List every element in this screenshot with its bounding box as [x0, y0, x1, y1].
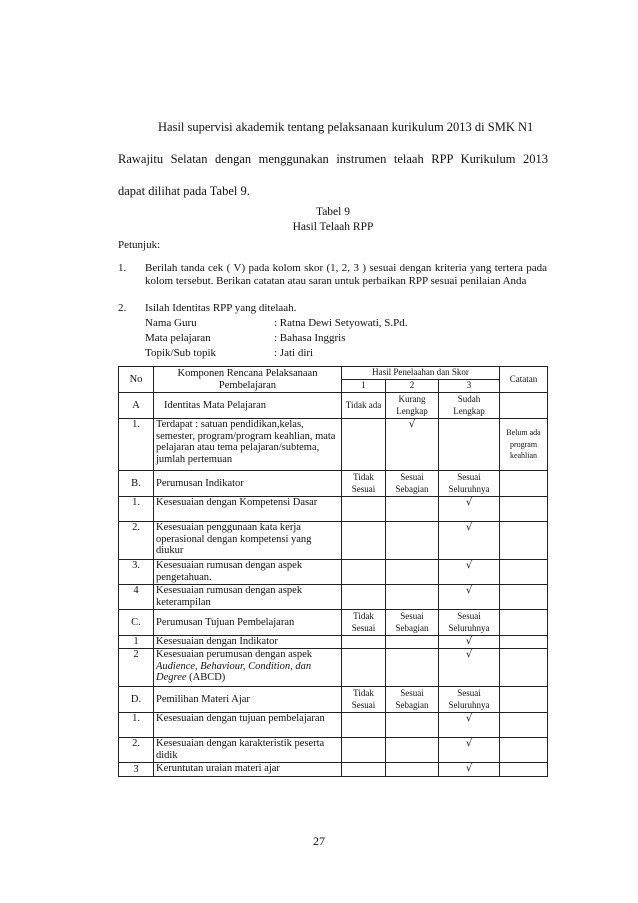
row-number: 4	[119, 585, 154, 610]
header-notes: Catatan	[500, 367, 548, 393]
score-label-1: Tidak Sesuai	[342, 687, 386, 713]
score-label-2: Kurang Lengkap	[386, 393, 439, 419]
row-text: Kesesuaian dengan karakteristik peserta didik	[154, 738, 342, 763]
section-id: C.	[119, 610, 154, 636]
section-id: A	[119, 393, 154, 419]
score-label-3: Sesuai Seluruhnya	[439, 610, 500, 636]
score-cell-1	[342, 713, 386, 738]
notes-cell	[500, 522, 548, 560]
rpp-review-table	[118, 366, 548, 777]
table-title: Hasil Telaah RPP	[292, 221, 374, 233]
identity-label: Mata pelajaran	[145, 332, 211, 344]
table-row	[119, 763, 548, 777]
header-score-1: 1	[342, 380, 386, 393]
notes-cell	[500, 763, 548, 777]
row-text: (ABCD)	[189, 672, 226, 683]
row-note: Belum ada program keahlian	[500, 419, 548, 471]
header-component: Komponen Rencana Pelaksanaan Pembelajaran	[154, 367, 342, 393]
notes-cell	[500, 471, 548, 497]
notes-cell	[500, 560, 548, 585]
section-id: B.	[119, 471, 154, 497]
row-text-cell	[154, 649, 342, 687]
score-cell-1	[342, 497, 386, 522]
score-label-3: Sudah Lengkap	[439, 393, 500, 419]
instruction-number: 1.	[118, 262, 127, 274]
row-number: 3.	[119, 560, 154, 585]
check-mark: √	[439, 738, 500, 763]
table-row	[119, 649, 548, 687]
score-cell-2	[386, 649, 439, 687]
section-title: Perumusan Tujuan Pembelajaran	[154, 610, 342, 636]
row-text-italic: Audience, Behaviour, Condition, dan Degree	[156, 660, 312, 683]
score-label-3: Sesuai Seluruhnya	[439, 687, 500, 713]
table-row	[119, 636, 548, 649]
section-row	[119, 610, 548, 636]
score-cell-2	[386, 738, 439, 763]
score-cell-2	[386, 522, 439, 560]
table-row	[119, 560, 548, 585]
section-row	[119, 471, 548, 497]
table-row	[119, 497, 548, 522]
notes-cell	[500, 636, 548, 649]
check-mark: √	[439, 636, 500, 649]
score-label-3: Sesuai Seluruhnya	[439, 471, 500, 497]
notes-cell	[500, 393, 548, 419]
identity-label: Topik/Sub topik	[145, 347, 217, 359]
row-text: Kesesuaian penggunaan kata kerja operasional dengan kompetensi yang diukur	[154, 522, 342, 560]
row-text: Kesesuaian dengan tujuan pembelajaran	[154, 713, 342, 738]
notes-cell	[500, 497, 548, 522]
score-cell-2	[386, 585, 439, 610]
score-cell-2	[386, 497, 439, 522]
row-text: Kesesuaian dengan Indikator	[154, 636, 342, 649]
check-mark: √	[439, 713, 500, 738]
check-mark: √	[439, 585, 500, 610]
notes-cell	[500, 713, 548, 738]
identity-value: : Jati diri	[274, 347, 314, 359]
header-score-3: 3	[439, 380, 500, 393]
table-number: Tabel 9	[315, 206, 350, 218]
intro-line: Hasil supervisi akademik tentang pelaksanaan kurikulum 2013 di SMK N1	[158, 120, 534, 134]
notes-cell	[500, 687, 548, 713]
section-title: Perumusan Indikator	[154, 471, 342, 497]
score-cell-2	[386, 763, 439, 777]
instruction-text: Isilah Identitas RPP yang ditelaah.	[145, 302, 297, 314]
identity-value: : Bahasa Inggris	[274, 332, 346, 344]
page-number: 27	[313, 834, 325, 848]
table-header-row	[119, 367, 548, 380]
header-score-2: 2	[386, 380, 439, 393]
row-number: 1.	[119, 497, 154, 522]
header-score-group: Hasil Penelaahan dan Skor	[342, 367, 500, 380]
row-number: 1	[119, 636, 154, 649]
intro-line: Rawajitu Selatan dengan menggunakan instrumen telaah RPP Kurikulum 2013	[118, 152, 548, 166]
row-number: 1.	[119, 419, 154, 471]
notes-cell	[500, 585, 548, 610]
table-row	[119, 419, 548, 471]
row-text: Kesesuaian rumusan dengan aspek keterampilan	[154, 585, 342, 610]
row-number: 2.	[119, 522, 154, 560]
check-mark: √	[439, 497, 500, 522]
score-cell-1	[342, 419, 386, 471]
section-title: Identitas Mata Pelajaran	[154, 393, 342, 419]
score-cell-1	[342, 636, 386, 649]
check-mark: √	[386, 419, 439, 471]
instruction-text: Berilah tanda cek ( V) pada kolom skor (1, 2, 3 ) sesuai dengan kriteria yang tertera pada kolom tersebut. Berikan catatan atau saran untuk perbaikan RPP sesuai penilaian Anda	[145, 262, 547, 287]
intro-paragraph	[118, 120, 548, 200]
row-number: 3	[119, 763, 154, 777]
check-mark: √	[439, 560, 500, 585]
row-text: Keruntutan uraian materi ajar	[154, 763, 342, 777]
section-row	[119, 393, 548, 419]
notes-cell	[500, 649, 548, 687]
row-text: Kesesuaian perumusan dengan aspek	[156, 649, 312, 660]
notes-cell	[500, 610, 548, 636]
table-row	[119, 522, 548, 560]
row-text: Terdapat : satuan pendidikan,kelas, semester, program/program keahlian, mata pelajaran atau tema pelajaran/subtema, jumlah pertemuan	[154, 419, 342, 471]
notes-cell	[500, 738, 548, 763]
check-mark: √	[439, 522, 500, 560]
section-id: D.	[119, 687, 154, 713]
check-mark: √	[439, 649, 500, 687]
row-number: 2	[119, 649, 154, 687]
score-cell-2	[386, 713, 439, 738]
table-row	[119, 585, 548, 610]
score-label-1: Tidak Sesuai	[342, 471, 386, 497]
score-label-1: Tidak ada	[342, 393, 386, 419]
score-label-1: Tidak Sesuai	[342, 610, 386, 636]
row-number: 1.	[119, 713, 154, 738]
instruction-number: 2.	[118, 302, 127, 314]
section-row	[119, 687, 548, 713]
row-number: 2.	[119, 738, 154, 763]
header-no: No	[119, 367, 154, 393]
score-label-2: Sesuai Sebagian	[386, 610, 439, 636]
score-cell-2	[386, 560, 439, 585]
identity-label: Nama Guru	[145, 317, 197, 329]
score-cell-1	[342, 585, 386, 610]
score-label-2: Sesuai Sebagian	[386, 471, 439, 497]
score-cell-1	[342, 649, 386, 687]
table-row	[119, 713, 548, 738]
table-row	[119, 738, 548, 763]
score-cell-1	[342, 738, 386, 763]
check-mark: √	[439, 763, 500, 777]
instructions-heading: Petunjuk:	[118, 239, 161, 251]
score-label-2: Sesuai Sebagian	[386, 687, 439, 713]
score-cell-3	[439, 419, 500, 471]
section-title: Pemilihan Materi Ajar	[154, 687, 342, 713]
score-cell-2	[386, 636, 439, 649]
score-cell-1	[342, 763, 386, 777]
score-cell-1	[342, 522, 386, 560]
row-text: Kesesuaian dengan Kompetensi Dasar	[154, 497, 342, 522]
row-text: Kesesuaian rumusan dengan aspek pengetahuan.	[154, 560, 342, 585]
identity-value: : Ratna Dewi Setyowati, S.Pd.	[274, 317, 408, 329]
score-cell-1	[342, 560, 386, 585]
intro-line: dapat dilihat pada Tabel 9.	[118, 184, 250, 198]
